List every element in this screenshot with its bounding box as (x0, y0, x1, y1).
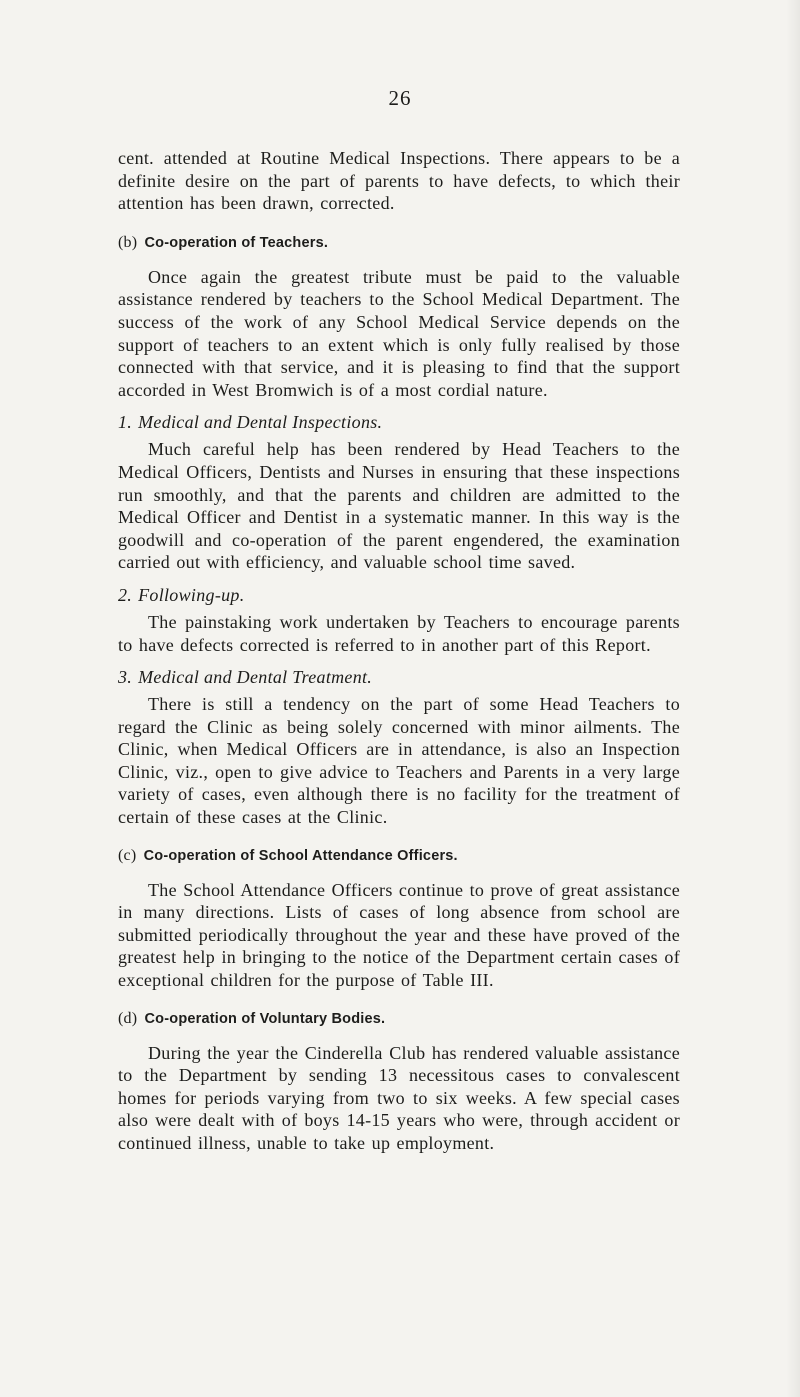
section-c-label: (c) (118, 846, 137, 864)
subsection-3-heading (118, 667, 680, 688)
section-d-heading (118, 1010, 680, 1028)
subsection-2-number: 2. (118, 584, 133, 605)
section-d-title: Co-operation of Voluntary Bodies. (144, 1010, 386, 1027)
subsection-1-paragraph: Much careful help has been rendered by Head Teachers to the Medical Officers, Dentists and Nurses in ensuring that these inspections run smoothly, and that the parents and children are admitted to the Medical Officer and Dentist in a systematic manner. In this way is the goodwill and co-operation of the parent engendered, the examination carried out with efficiency, and valuable school time saved. (118, 439, 680, 573)
section-b-paragraph: Once again the greatest tribute must be paid to the valuable assistance rendered by teachers to the School Medical Department. The success of the work of any School Medical Service depends on the support of teachers to an extent which is only fully realised by those connected with that service, and it is pleasing to find that the support accorded in West Bromwich is of a most cordial nature. (118, 266, 680, 400)
subsection-1-heading (118, 412, 680, 433)
section-d-label: (d) (118, 1009, 138, 1027)
section-c-title: Co-operation of School Attendance Officers. (143, 847, 458, 864)
subsection-2-paragraph: The painstaking work undertaken by Teachers to encourage parents to have defects corrected is referred to in another part of this Report. (118, 611, 680, 655)
section-c-heading (118, 847, 680, 865)
subsection-3-paragraph: There is still a tendency on the part of some Head Teachers to regard the Clinic as being solely concerned with minor ailments. The Clinic, when Medical Officers are in attendance, is also an Inspection Clinic, viz., open to give advice to Teachers and Parents in a very large variety of cases, even although there is no facility for the treatment of certain of these cases at the Clinic. (118, 694, 680, 828)
page-number: 26 (388, 86, 412, 110)
section-b-label: (b) (118, 233, 138, 251)
section-b-title: Co-operation of Teachers. (144, 234, 329, 251)
page-edge-shadow (786, 0, 800, 1397)
subsection-2-title: Following-up. (138, 584, 245, 605)
subsection-1-number: 1. (118, 412, 133, 433)
intro-paragraph: cent. attended at Routine Medical Inspections. There appears to be a definite desire on the part of parents to have defects, to which their attention has been drawn, corrected. (118, 148, 680, 214)
subsection-2-heading (118, 585, 680, 606)
page-content (118, 147, 680, 1155)
subsection-3-title: Medical and Dental Treatment. (138, 667, 373, 688)
subsection-1-title: Medical and Dental Inspections. (138, 412, 383, 433)
section-b-heading (118, 234, 680, 252)
subsection-3-number: 3. (118, 667, 133, 688)
section-d-paragraph: During the year the Cinderella Club has rendered valuable assistance to the Department by sending 13 necessitous cases to convalescent homes for periods varying from two to six weeks. A few special cases also were dealt with of boys 14-15 years who were, through accident or continued illness, unable to take up employment. (118, 1042, 680, 1153)
section-c-paragraph: The School Attendance Officers continue to prove of great assistance in many directions. Lists of cases of long absence from school are submitted periodically throughout the year and these have proved of the greatest help in bringing to the notice of the Department certain cases of exceptional children for the purpose of Table III. (118, 879, 680, 991)
